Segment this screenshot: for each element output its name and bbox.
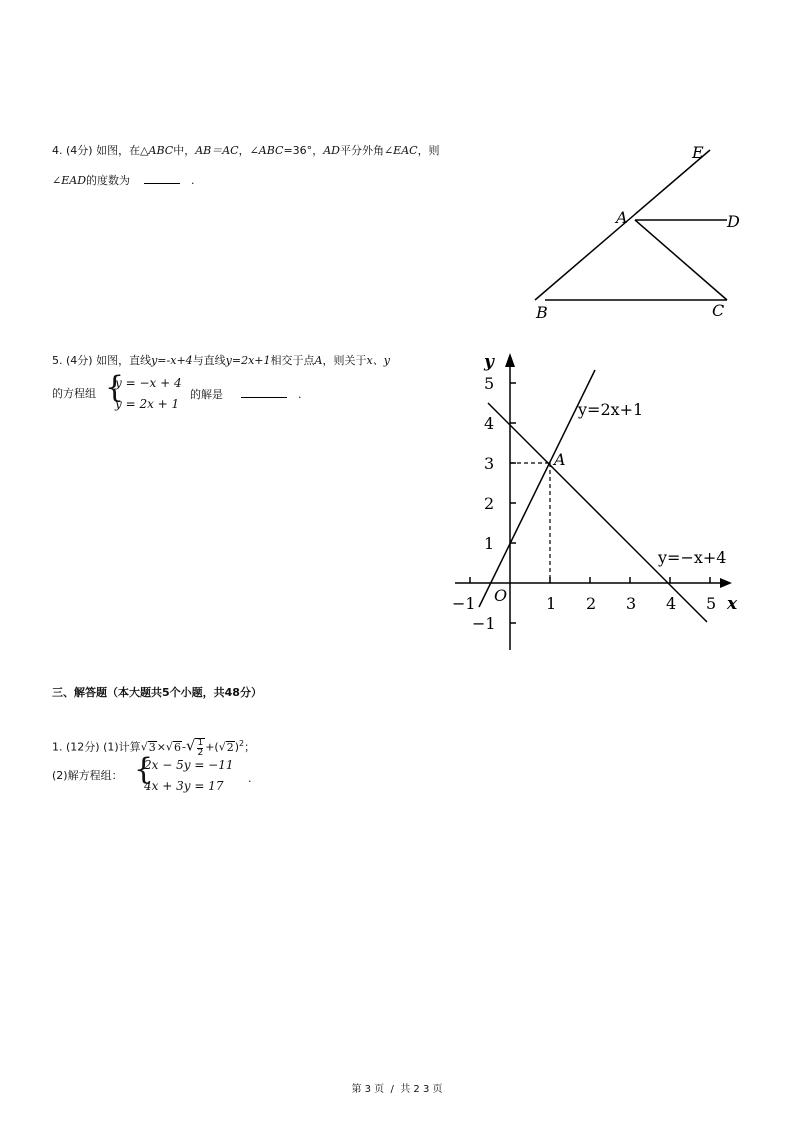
q5-text: 的解是 bbox=[190, 388, 223, 401]
q5-line2-eq: y=2x+1 bbox=[225, 354, 271, 367]
q4-angle-value: =36° bbox=[283, 144, 313, 157]
times-sign: × bbox=[156, 740, 166, 754]
q5-variables: x、y bbox=[366, 354, 390, 367]
q4-text: 平分外角 bbox=[339, 144, 384, 157]
q5-point: A bbox=[314, 354, 323, 367]
q4-figure bbox=[520, 138, 750, 328]
sqrt-3: 3 bbox=[148, 740, 156, 754]
line-ac bbox=[635, 220, 727, 300]
q5-text: 与直线 bbox=[192, 354, 226, 367]
q5-answer-blank[interactable] bbox=[241, 387, 287, 398]
s1-line1 bbox=[52, 737, 255, 758]
s1-brace: { bbox=[134, 752, 154, 787]
y-tick-label: −1 bbox=[472, 614, 496, 633]
q4-number: 4. bbox=[52, 144, 63, 157]
close-paren: ) bbox=[234, 740, 240, 754]
x-tick-label: 4 bbox=[666, 594, 677, 613]
x-axis-label: x bbox=[727, 594, 738, 614]
q4-text: ， bbox=[238, 144, 250, 157]
q5-text: ，则关于 bbox=[322, 354, 367, 367]
y-tick-label: 5 bbox=[484, 374, 495, 393]
x-tick-label: 1 bbox=[546, 594, 557, 613]
x-tick-label: −1 bbox=[452, 594, 476, 613]
q4-score: (4分) bbox=[66, 144, 93, 157]
q4-line2 bbox=[52, 173, 195, 188]
q4-text: ， bbox=[312, 144, 324, 157]
line1-label: y=2x+1 bbox=[578, 400, 644, 419]
q5-text: 如图，直线 bbox=[96, 354, 152, 367]
q4-text: 中， bbox=[173, 144, 196, 157]
s1-period: . bbox=[248, 772, 252, 785]
q4-angle-eac: ∠EAC bbox=[383, 144, 418, 157]
frac-den: 2 bbox=[197, 747, 204, 758]
y-axis-arrow bbox=[505, 353, 515, 367]
sqrt-2: 2 bbox=[226, 740, 234, 754]
q4-text: ，则 bbox=[417, 144, 440, 157]
y-tick-label: 2 bbox=[484, 494, 495, 513]
q4-text: 如图，在 bbox=[96, 144, 141, 157]
sqrt-symbol: √ bbox=[165, 740, 173, 754]
q4-answer-blank[interactable] bbox=[144, 173, 180, 184]
q5-graph bbox=[450, 345, 750, 655]
label-a: A bbox=[616, 208, 628, 227]
s1-part1-label: (1)计算 bbox=[103, 740, 141, 754]
x-tick-label: 3 bbox=[626, 594, 637, 613]
y-tick-label: 1 bbox=[484, 534, 495, 553]
q4-ad: AD bbox=[323, 144, 340, 157]
q5-system-eq1: y = −x + 4 bbox=[115, 376, 182, 390]
q5-text-prefix: 的方程组 bbox=[52, 387, 96, 400]
x-axis-arrow bbox=[720, 578, 732, 588]
q5-text: 相交于点 bbox=[270, 354, 315, 367]
plus-paren: +( bbox=[205, 740, 219, 754]
x-tick-label: 2 bbox=[586, 594, 597, 613]
minus-sign: - bbox=[181, 740, 186, 754]
q4-angle-ead: ∠EAD bbox=[52, 174, 87, 187]
y-tick-label: 4 bbox=[484, 414, 495, 433]
s1-system-eq1: 2x − 5y = −11 bbox=[144, 758, 234, 772]
sqrt-symbol: √ bbox=[185, 736, 196, 755]
s1-system-eq2: 4x + 3y = 17 bbox=[144, 779, 224, 793]
x-tick-label: 5 bbox=[706, 594, 717, 613]
q5-score: (4分) bbox=[66, 354, 93, 367]
point-a-label: A bbox=[554, 450, 566, 469]
q5-line1-eq: y=-x+4 bbox=[151, 354, 193, 367]
y-axis-label: y bbox=[484, 352, 494, 372]
origin-label: O bbox=[494, 586, 508, 605]
q4-line1 bbox=[52, 144, 440, 158]
line-y-neg-x-plus-4 bbox=[488, 403, 707, 622]
q5-brace: { bbox=[105, 370, 125, 405]
frac-num: 1 bbox=[197, 737, 204, 748]
x-tick-labels bbox=[452, 594, 716, 613]
q5-line1 bbox=[52, 354, 390, 368]
page-footer: 第 3 页 / 共 2 3 页 bbox=[351, 1084, 443, 1095]
label-b: B bbox=[536, 303, 548, 322]
q4-equality: AB＝AC bbox=[195, 144, 239, 157]
label-c: C bbox=[712, 301, 725, 320]
q5-period: . bbox=[298, 388, 302, 401]
s1-score: (12分) bbox=[66, 740, 100, 754]
y-tick-marks bbox=[510, 383, 516, 623]
x-tick-marks bbox=[470, 577, 710, 583]
label-d: D bbox=[727, 212, 740, 231]
q4-period: . bbox=[191, 174, 195, 187]
line2-label: y=−x+4 bbox=[658, 548, 727, 567]
label-e: E bbox=[692, 143, 704, 162]
semicolon: ； bbox=[244, 740, 256, 754]
section-title: 三、解答题（本大题共5个小题，共48分） bbox=[52, 686, 262, 699]
y-tick-label: 3 bbox=[484, 454, 495, 473]
q5-number: 5. bbox=[52, 354, 63, 367]
sqrt-6: 6 bbox=[173, 740, 181, 754]
s1-number: 1. bbox=[52, 740, 63, 754]
q4-triangle: △ABC bbox=[140, 144, 174, 157]
sqrt-symbol: √ bbox=[218, 740, 226, 754]
q4-text: 的度数为 bbox=[86, 174, 131, 187]
sqrt-frac bbox=[195, 738, 205, 758]
s1-part2-label: (2)解方程组： bbox=[52, 769, 123, 782]
q5-system-eq2: y = 2x + 1 bbox=[115, 397, 180, 411]
q4-angle-abc: ∠ABC bbox=[249, 144, 284, 157]
sqrt-symbol: √ bbox=[140, 740, 148, 754]
square-exponent: 2 bbox=[239, 739, 245, 748]
q5-text-suffix bbox=[190, 387, 302, 402]
